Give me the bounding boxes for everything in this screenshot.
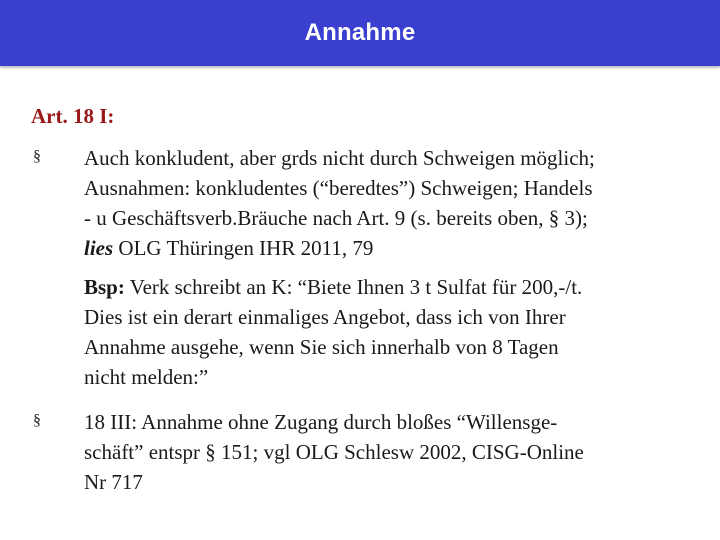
example-line-1-text: Verk schreibt an K: “Biete Ihnen 3 t Sulfat für 200,-/t.	[124, 275, 583, 299]
example-line-2: Dies ist ein derart einmaliges Angebot, dass ich von Ihrer	[84, 305, 566, 329]
bullet-item-1-line-4	[84, 233, 714, 263]
bullet-item-1	[84, 143, 714, 263]
bullet-item-2-line-2: schäft” entspr § 151; vgl OLG Schlesw 2002, CISG-Online	[84, 440, 584, 464]
example-line-4: nicht melden:”	[84, 365, 209, 389]
lies-emphasis: lies	[84, 236, 114, 260]
article-heading: Art. 18 I:	[31, 104, 115, 128]
bullet-item-2-line-3: Nr 717	[84, 470, 143, 494]
bullet-item-2-line-1: 18 III: Annahme ohne Zugang durch bloßes “Willensge-	[84, 410, 558, 434]
slide-body	[0, 66, 720, 540]
bullet-item-1-line-3: - u Geschäftsverb.Bräuche nach Art. 9 (s. bereits oben, § 3);	[84, 206, 588, 230]
citation-text: OLG Thüringen IHR 2011, 79	[113, 236, 374, 260]
example-label: Bsp:	[84, 275, 125, 299]
paragraph-bullet-icon-2: §	[33, 412, 41, 429]
example-line-3: Annahme ausgehe, wenn Sie sich innerhalb von 8 Tagen	[84, 335, 559, 359]
bullet-item-2	[84, 407, 714, 497]
example-line-1	[84, 272, 714, 302]
paragraph-bullet-icon: §	[33, 148, 41, 165]
slide-title: Annahme	[304, 19, 416, 46]
example-block	[84, 272, 714, 392]
bullet-item-1-line-2: Ausnahmen: konkludentes (“beredtes”) Schweigen; Handels	[84, 176, 593, 200]
title-bar	[0, 0, 720, 66]
bullet-item-1-line-1: Auch konkludent, aber grds nicht durch Schweigen möglich;	[84, 146, 595, 170]
